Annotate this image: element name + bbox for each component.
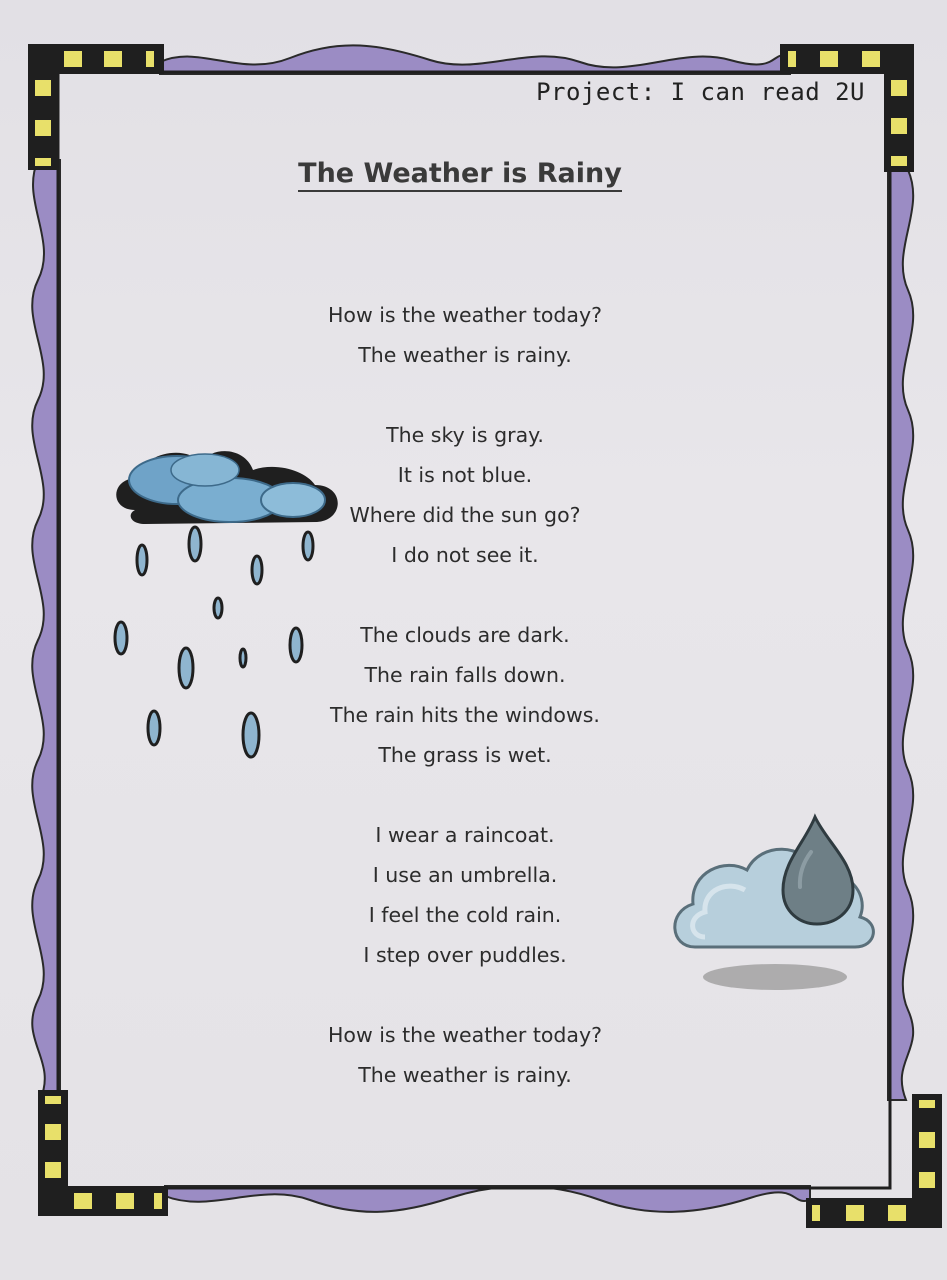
yellow-square xyxy=(862,51,880,67)
poem-line: The rain falls down. xyxy=(364,663,566,687)
project-label: Project: I can read 2U xyxy=(536,78,865,106)
stanza-1 xyxy=(270,295,660,375)
corner-block-top-left-v xyxy=(28,44,58,170)
yellow-square xyxy=(788,51,796,67)
poem-line: How is the weather today? xyxy=(328,303,602,327)
yellow-square xyxy=(45,1096,61,1104)
corner-block-top-right-v xyxy=(884,44,914,172)
frame-bottom-wave xyxy=(165,1186,810,1212)
yellow-square xyxy=(104,51,122,67)
yellow-square xyxy=(35,120,51,136)
yellow-square xyxy=(888,1205,906,1221)
poem-line: It is not blue. xyxy=(397,463,533,487)
yellow-square xyxy=(116,1193,134,1209)
yellow-square xyxy=(820,51,838,67)
yellow-square xyxy=(919,1172,935,1188)
raindrop-icon xyxy=(303,532,313,560)
raindrop-icon xyxy=(290,628,302,662)
yellow-square xyxy=(35,80,51,96)
poem-line: I step over puddles. xyxy=(363,943,567,967)
raindrop-icon xyxy=(783,817,853,924)
page-title xyxy=(0,158,920,189)
page-title-text: The Weather is Rainy xyxy=(298,158,622,192)
poem-line: How is the weather today? xyxy=(328,1023,602,1047)
poem-line: The rain hits the windows. xyxy=(330,703,600,727)
raindrop-icon xyxy=(243,713,259,757)
poem-line: I use an umbrella. xyxy=(372,863,558,887)
yellow-square xyxy=(846,1205,864,1221)
yellow-square xyxy=(146,51,154,67)
corner-block-bottom-left-h xyxy=(38,1186,168,1216)
yellow-square xyxy=(45,1124,61,1140)
yellow-square xyxy=(891,80,907,96)
yellow-square xyxy=(891,118,907,134)
poem-line: The grass is wet. xyxy=(378,743,552,767)
poem-line: I do not see it. xyxy=(391,543,539,567)
raindrop-icon xyxy=(189,527,201,561)
raindrop-icon xyxy=(179,648,193,688)
shadow xyxy=(703,964,847,990)
poem-line: The weather is rainy. xyxy=(358,343,572,367)
corner-block-bottom-right-h xyxy=(806,1198,942,1228)
frame-top-wave xyxy=(160,45,790,74)
raindrop-icon xyxy=(148,711,160,745)
poem-line: The weather is rainy. xyxy=(358,1063,572,1087)
yellow-square xyxy=(812,1205,820,1221)
poem-line: I feel the cold rain. xyxy=(368,903,562,927)
raindrop-icon xyxy=(252,556,262,584)
poem-line: The sky is gray. xyxy=(386,423,544,447)
yellow-square xyxy=(64,51,82,67)
yellow-square xyxy=(919,1100,935,1108)
frame-right-wave xyxy=(888,170,913,1100)
frame-left-wave xyxy=(32,160,60,1100)
yellow-square xyxy=(919,1132,935,1148)
rain-cloud-icon xyxy=(105,440,350,770)
yellow-square xyxy=(154,1193,162,1209)
yellow-square xyxy=(45,1162,61,1178)
raindrop-icon xyxy=(214,598,222,618)
poem-line: Where did the sun go? xyxy=(349,503,581,527)
cloud-raindrop-icon xyxy=(665,812,880,997)
stanza-4 xyxy=(270,815,660,975)
poem-line: I wear a raincoat. xyxy=(375,823,555,847)
poem-line: The clouds are dark. xyxy=(360,623,570,647)
stanza-5 xyxy=(270,1015,660,1095)
yellow-square xyxy=(74,1193,92,1209)
raindrop-icon xyxy=(115,622,127,654)
raindrop-icon xyxy=(137,545,147,575)
raindrop-icon xyxy=(240,649,246,667)
